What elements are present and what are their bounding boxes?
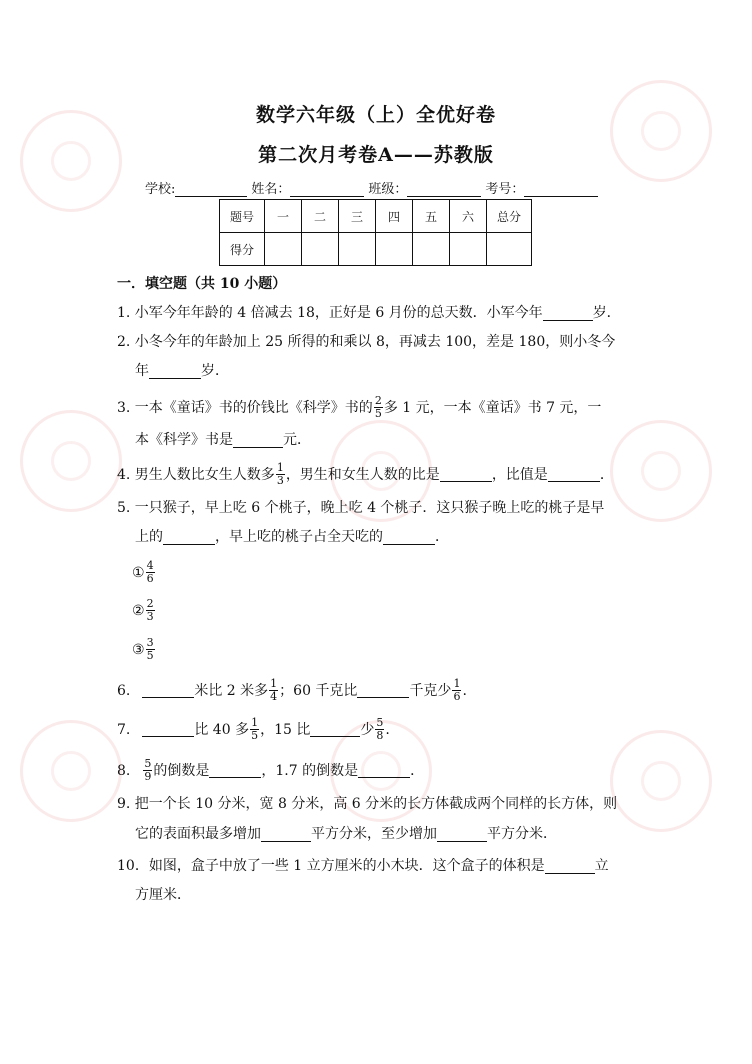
- answer-blank[interactable]: [233, 433, 283, 448]
- answer-blank[interactable]: [357, 683, 409, 698]
- score-table-cell: 一: [265, 200, 302, 233]
- question-text: 多 1 元，一本《童话》书 7 元，一: [383, 399, 602, 416]
- question-2: [117, 332, 615, 352]
- question-text: 立: [594, 858, 609, 874]
- answer-blank[interactable]: [545, 859, 595, 874]
- page-subtitle: 第二次月考卷A——苏教版: [258, 144, 494, 166]
- fraction-numerator: 1: [276, 461, 284, 474]
- answer-blank[interactable]: [163, 530, 215, 545]
- score-table-cell: 六: [450, 200, 487, 233]
- score-input-cell[interactable]: [413, 233, 450, 266]
- answer-blank[interactable]: [543, 306, 593, 321]
- question-text: 5. 一只猴子，早上吃 6 个桃子，晚上吃 4 个桃子．这只猴子晚上吃的桃子是早: [117, 500, 605, 516]
- answer-blank[interactable]: [548, 467, 600, 482]
- question-2-cont: [135, 361, 229, 381]
- fraction-numerator: 2: [374, 394, 382, 407]
- fraction-denominator: 6: [146, 572, 154, 585]
- question-text: ，男生和女生人数的比是: [285, 466, 440, 483]
- option-1[interactable]: [132, 560, 156, 585]
- class-field[interactable]: [407, 182, 481, 197]
- question-text: 米比 2 米多: [194, 682, 269, 699]
- option-3[interactable]: [132, 637, 156, 662]
- question-text: ，早上吃的桃子占全天吃的: [215, 529, 383, 545]
- watermark-logo: [20, 410, 122, 512]
- question-10: [117, 856, 609, 876]
- question-4: [117, 462, 614, 487]
- school-label: 学校:: [145, 182, 176, 197]
- fraction: [375, 717, 384, 742]
- question-1: [117, 303, 621, 323]
- question-text: 它的表面积最多增加: [135, 826, 261, 842]
- fraction: [250, 717, 259, 742]
- question-text: ，15 比: [260, 721, 311, 738]
- score-table-cell: 二: [302, 200, 339, 233]
- question-text: ；60 千克比: [279, 682, 358, 699]
- option-mark: ①: [132, 564, 145, 581]
- name-label: 姓名：: [251, 182, 291, 197]
- score-input-cell[interactable]: [265, 233, 302, 266]
- fraction-numerator: 5: [144, 757, 152, 770]
- fraction-numerator: 4: [146, 559, 154, 572]
- question-text: 元．: [283, 432, 311, 448]
- answer-blank[interactable]: [437, 827, 487, 842]
- question-text: 3. 一本《童话》书的价钱比《科学》书的: [117, 399, 373, 416]
- question-text: 岁．: [592, 305, 621, 321]
- answer-blank[interactable]: [310, 722, 360, 737]
- student-info-row: [145, 178, 602, 197]
- option-2[interactable]: [132, 598, 156, 623]
- question-text: ．: [435, 529, 449, 545]
- fraction: [374, 395, 383, 420]
- question-8: [117, 758, 424, 783]
- score-input-cell[interactable]: [339, 233, 376, 266]
- answer-blank[interactable]: [261, 827, 311, 842]
- fraction-denominator: 8: [376, 729, 384, 742]
- question-text: 平方分米，至少增加: [311, 826, 437, 842]
- question-text: 上的: [135, 529, 163, 545]
- question-text: 平方分米．: [487, 826, 557, 842]
- question-text: 6.: [117, 682, 131, 699]
- score-table-header-row: [220, 200, 532, 233]
- score-input-cell[interactable]: [376, 233, 413, 266]
- fraction: [143, 758, 152, 783]
- question-6: [117, 678, 467, 703]
- answer-blank[interactable]: [142, 683, 194, 698]
- watermark-logo: [610, 420, 712, 522]
- score-table-cell: 三: [339, 200, 376, 233]
- fraction-denominator: 5: [374, 407, 382, 420]
- question-text: 岁．: [201, 363, 229, 379]
- question-text: 4. 男生人数比女生人数多: [117, 466, 275, 483]
- question-3: [117, 395, 601, 420]
- watermark-logo: [20, 720, 122, 822]
- answer-blank[interactable]: [209, 763, 261, 778]
- question-text: 8.: [117, 762, 131, 779]
- score-table-cell: 五: [413, 200, 450, 233]
- question-5: [117, 498, 604, 518]
- question-text: 千克少: [409, 682, 452, 699]
- score-input-cell[interactable]: [487, 233, 532, 266]
- score-table-cell: 四: [376, 200, 413, 233]
- fraction-numerator: 5: [376, 716, 384, 729]
- option-mark: ③: [132, 641, 145, 658]
- question-text: 7.: [117, 721, 131, 738]
- fraction-denominator: 5: [146, 649, 154, 662]
- question-text: 9. 把一个长 10 分米，宽 8 分米，高 6 分米的长方体截成两个同样的长方体，则: [117, 796, 618, 812]
- question-text: .: [385, 721, 390, 738]
- exam-no-label: 考号：: [485, 182, 525, 197]
- fraction-numerator: 2: [146, 597, 154, 610]
- answer-blank[interactable]: [440, 467, 492, 482]
- option-mark: ②: [132, 602, 145, 619]
- fraction: [276, 462, 285, 487]
- question-text: 年: [135, 363, 149, 379]
- question-9-cont: [135, 824, 557, 844]
- question-text: 少: [360, 721, 375, 738]
- watermark-logo: [610, 730, 712, 832]
- question-text: ，比值是: [491, 466, 548, 483]
- answer-blank[interactable]: [358, 763, 410, 778]
- score-table-cell: 得分: [220, 233, 265, 266]
- question-text: .: [462, 682, 467, 699]
- question-text: 10．如图，盒子中放了一些 1 立方厘米的小木块．这个盒子的体积是: [117, 858, 545, 874]
- name-field[interactable]: [290, 182, 364, 197]
- score-table-score-row: [220, 233, 532, 266]
- school-field[interactable]: [175, 182, 247, 197]
- question-text: 本《科学》书是: [135, 432, 233, 448]
- fraction-denominator: 6: [453, 690, 461, 703]
- score-input-cell[interactable]: [450, 233, 487, 266]
- fraction-numerator: 3: [146, 636, 154, 649]
- answer-blank[interactable]: [142, 722, 194, 737]
- fraction-denominator: 5: [251, 729, 259, 742]
- question-text: 1. 小军今年年龄的 4 倍减去 18，正好是 6 月份的总天数．小军今年: [117, 305, 543, 321]
- fraction: [146, 598, 155, 623]
- question-text: ．: [410, 762, 425, 779]
- question-text: 的倒数是: [153, 762, 210, 779]
- answer-blank[interactable]: [383, 530, 435, 545]
- fraction: [269, 678, 278, 703]
- question-text: 2. 小冬今年的年龄加上 25 所得的和乘以 8，再减去 100，差是 180，则小冬今: [117, 334, 616, 350]
- question-9: [117, 794, 617, 814]
- question-5-cont: [135, 527, 449, 547]
- fraction-numerator: 1: [270, 677, 278, 690]
- fraction-denominator: 9: [144, 770, 152, 783]
- fraction-denominator: 3: [146, 610, 154, 623]
- fraction-numerator: 1: [453, 677, 461, 690]
- score-table: [219, 199, 532, 266]
- question-7: [117, 717, 390, 742]
- page-title: 数学六年级（上）全优好卷: [255, 104, 496, 126]
- fraction-denominator: 3: [276, 474, 284, 487]
- section-title: 一．填空题（共 10 小题）: [117, 276, 287, 292]
- question-text: 方厘米．: [135, 887, 191, 903]
- question-text: ，1.7 的倒数是: [261, 762, 359, 779]
- fraction-numerator: 1: [251, 716, 259, 729]
- class-label: 班级：: [368, 182, 408, 197]
- score-table-cell: 题号: [220, 200, 265, 233]
- fraction: [146, 560, 155, 585]
- fraction-denominator: 4: [270, 690, 278, 703]
- score-input-cell[interactable]: [302, 233, 339, 266]
- question-text: 比 40 多: [194, 721, 250, 738]
- question-10-cont: [135, 885, 191, 905]
- score-table-cell: 总分: [487, 200, 532, 233]
- question-3-cont: [135, 430, 311, 450]
- question-text: ．: [599, 466, 614, 483]
- fraction: [146, 637, 155, 662]
- answer-blank[interactable]: [149, 364, 201, 379]
- exam-no-field[interactable]: [524, 182, 598, 197]
- fraction: [452, 678, 461, 703]
